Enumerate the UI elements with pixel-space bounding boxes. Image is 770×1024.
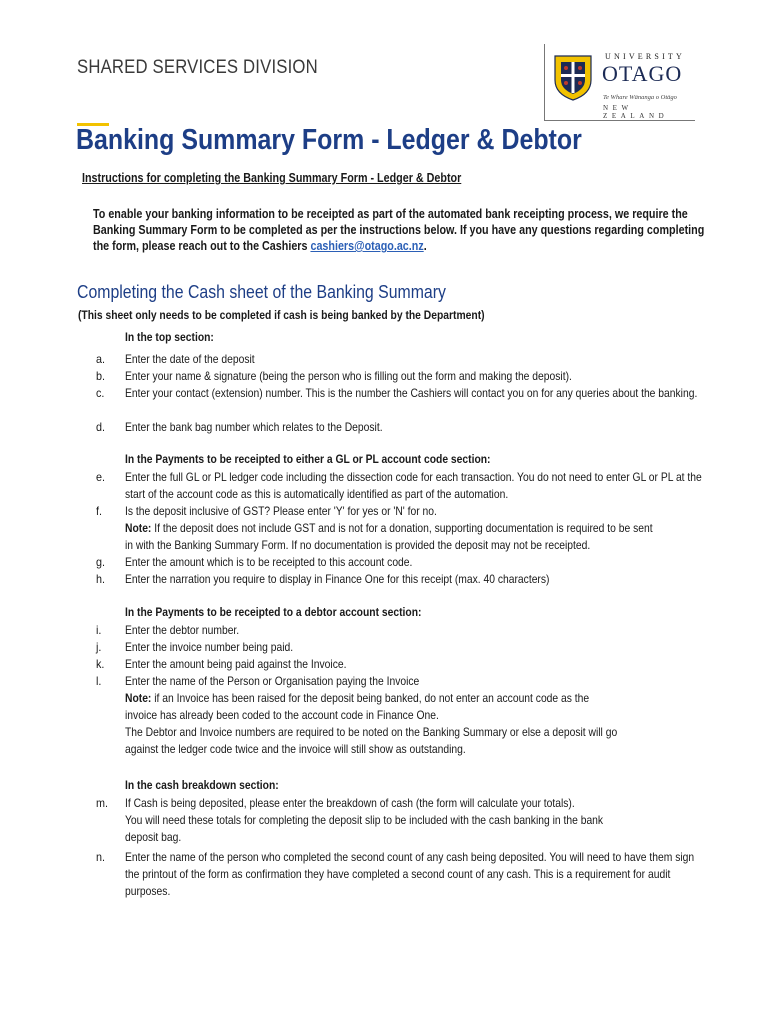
logo-otago: OTAGO bbox=[602, 61, 683, 86]
section-heading-cash: In the cash breakdown section: bbox=[125, 778, 279, 792]
logo-university: UNIVERSITY bbox=[605, 52, 685, 61]
section-heading-top: In the top section: bbox=[125, 330, 214, 344]
list-item-l-note: Note: if an Invoice has been raised for the deposit being banked, do not enter an account code as the invoice has already been coded to the account code in Finance One. bbox=[125, 691, 590, 722]
list-item-m-extra: You will need these totals for completing the deposit slip to be included with the cash banking in the bank deposit bag. bbox=[125, 813, 604, 844]
section-heading-debtor: In the Payments to be receipted to a debtor account section: bbox=[125, 605, 422, 619]
list-item-f-note: Note: If the deposit does not include GST and is not for a donation, supporting documentation is required to be sent in with the Banking Summary Form. If no documentation is provided the deposit may not be receipted. bbox=[125, 521, 653, 552]
logo-maori-name: Te Whare Wānanga o Otāgo bbox=[603, 94, 677, 101]
section-heading-gl: In the Payments to be receipted to either a GL or PL account code section: bbox=[125, 452, 491, 466]
cash-sheet-note: (This sheet only needs to be completed if cash is being banked by the Department) bbox=[78, 308, 485, 322]
intro-paragraph: To enable your banking information to be receipted as part of the automated bank receipting process, we require the Banking Summary Form to be completed as per the instructions below. If you have any questions regarding completing the form, please reach out to the Cashiers cashiers@otago.ac.nz. bbox=[93, 207, 705, 253]
instructions-heading: Instructions for completing the Banking Summary Form - Ledger & Debtor bbox=[82, 171, 462, 185]
page-title: Banking Summary Form - Ledger & Debtor bbox=[76, 124, 582, 156]
crest-icon bbox=[553, 54, 593, 102]
division-label: SHARED SERVICES DIVISION bbox=[77, 57, 318, 78]
logo-country: NEW ZEALAND bbox=[603, 104, 669, 120]
list-item-l-extra: The Debtor and Invoice numbers are required to be noted on the Banking Summary or else a deposit will go against the ledger code twice and the invoice will still show as outstanding. bbox=[125, 725, 618, 756]
university-logo bbox=[544, 44, 695, 121]
cashiers-email-link[interactable]: cashiers@otago.ac.nz bbox=[310, 239, 424, 253]
cash-sheet-heading: Completing the Cash sheet of the Banking Summary bbox=[77, 282, 446, 302]
